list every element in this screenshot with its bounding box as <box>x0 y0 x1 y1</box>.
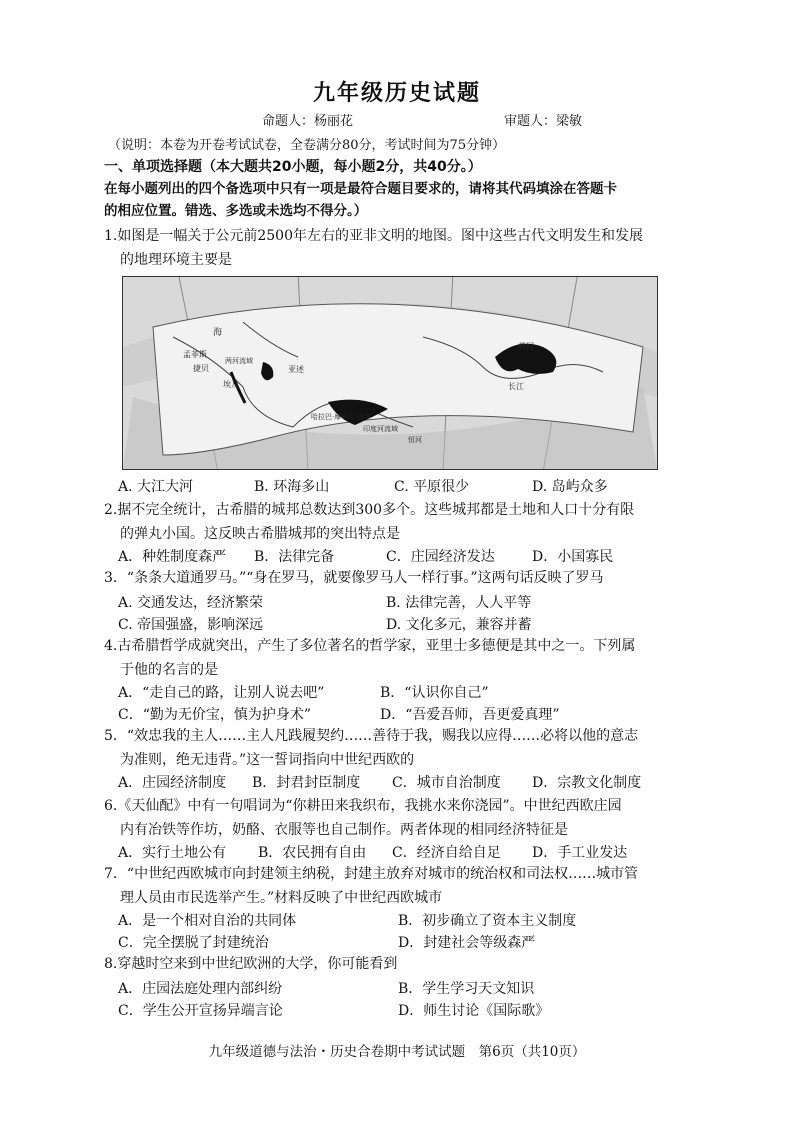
map-label: 两河流域 <box>225 357 253 365</box>
option-d[interactable]: D．手工业发达 <box>532 845 628 861</box>
instruction-line-2: 的相应位置。错选、多选或未选均不得分。） <box>104 203 368 219</box>
option-a[interactable]: A．庄园法庭处理内部纠纷 <box>118 981 283 997</box>
option-d[interactable]: D．宗教文化制度 <box>532 775 642 791</box>
option-b[interactable]: B. 法律完善，人人平等 <box>386 595 532 611</box>
option-a[interactable]: A．是一个相对自治的共同体 <box>118 913 297 929</box>
instruction-line-1: 在每小题列出的四个备选项中只有一项是最符合题目要求的，请将其代码填涂在答题卡 <box>104 181 617 197</box>
option-c[interactable]: C．经济自给自足 <box>392 845 501 861</box>
question-1 <box>104 224 704 272</box>
reviewer-name: 审题人：梁敏 <box>504 114 583 129</box>
section-title: 一、单项选择题（本大题共20小题，每小题2分，共40分。） <box>104 159 482 175</box>
question-5 <box>104 724 704 772</box>
question-8 <box>104 952 704 976</box>
question-4 <box>104 634 704 682</box>
option-c[interactable]: C. 平原很少 <box>394 479 470 495</box>
option-b[interactable]: B．“认识你自己” <box>380 685 489 701</box>
map-label: 黄河 <box>518 342 534 351</box>
map-label: 印度河流域 <box>363 425 398 433</box>
author-line <box>262 110 583 129</box>
question-stem-cont: 理人员由市民选举产生。”材料反映了中世纪西欧城市 <box>120 890 443 906</box>
option-d[interactable]: D．“吾爱吾师，吾更爱真理” <box>380 707 560 723</box>
option-b[interactable]: B．封君封臣制度 <box>252 775 361 791</box>
map-image <box>123 277 657 469</box>
option-b[interactable]: B．法律完备 <box>254 549 335 565</box>
option-c[interactable]: C．城市自治制度 <box>392 775 501 791</box>
option-b[interactable]: B．学生学习天文知识 <box>398 981 535 997</box>
map-label: 埃及 <box>223 380 239 389</box>
option-c[interactable]: C．“勤为无价宝，慎为护身术” <box>118 707 312 723</box>
option-b[interactable]: B．农民拥有自由 <box>258 845 367 861</box>
exam-note: （说明：本卷为开卷考试试卷，全卷满分80分，考试时间为75分钟） <box>108 138 506 153</box>
map-label: 长江 <box>508 382 524 391</box>
question-stem: 2.据不完全统计，古希腊的城邦总数达到300多个。这些城邦都是土地和人口十分有限 <box>104 502 635 518</box>
option-d[interactable]: D．封建社会等级森严 <box>398 935 536 951</box>
option-a[interactable]: A. 交通发达，经济繁荣 <box>118 595 264 611</box>
option-b[interactable]: B．初步确立了资本主义制度 <box>398 913 577 929</box>
option-c[interactable]: C. 帝国强盛，影响深远 <box>118 617 264 633</box>
option-d[interactable]: D．小国寡民 <box>532 549 614 565</box>
map-label: 恒河 <box>408 436 422 444</box>
option-a[interactable]: A．实行土地公有 <box>118 845 227 861</box>
option-b[interactable]: B. 环海多山 <box>254 479 330 495</box>
option-a[interactable]: A．庄园经济制度 <box>118 775 227 791</box>
map-label: 海 <box>213 328 223 338</box>
map-label: 捷贝 <box>193 364 209 373</box>
question-stem: 7．“中世纪西欧城市向封建领主纳税，封建主放弃对城市的统治权和司法权……城市管 <box>104 866 639 882</box>
page-footer: 九年级道德与法治・历史合卷期中考试试题 第6页（共10页） <box>208 1044 586 1060</box>
map-label: 亚述 <box>288 365 304 374</box>
question-stem: 6.《天仙配》中有一句唱词为“你耕田来我织布，我挑水来你浇园”。中世纪西欧庄园 <box>104 798 622 814</box>
question-6 <box>104 794 704 842</box>
option-c[interactable]: C．学生公开宣扬异端言论 <box>118 1003 283 1019</box>
option-d[interactable]: D．师生讨论《国际歌》 <box>398 1003 550 1019</box>
question-stem-cont: 的弹丸小国。这反映古希腊城邦的突出特点是 <box>120 526 400 542</box>
option-a[interactable]: A. 大江大河 <box>118 479 194 495</box>
question-stem: 3．“条条大道通罗马。”“身在罗马，就要像罗马人一样行事。”这两句话反映了罗马 <box>104 570 604 586</box>
map-label: 哈拉巴·摩亨佐·达罗 <box>311 413 372 421</box>
question-2 <box>104 498 704 546</box>
option-a[interactable]: A．“走自己的路，让别人说去吧” <box>118 685 325 701</box>
option-d[interactable]: D. 岛屿众多 <box>532 479 608 495</box>
option-c[interactable]: C．完全摆脱了封建统治 <box>118 935 269 951</box>
section-instructions <box>104 178 704 222</box>
question-stem-cont: 内有冶铁等作坊，奶酪、衣服等也自己制作。两者体现的相同经济特征是 <box>120 822 568 838</box>
question-stem: 1.如图是一幅关于公元前2500年左右的亚非文明的地图。图中这些古代文明发生和发展 <box>104 228 643 244</box>
option-d[interactable]: D. 文化多元，兼容并蓄 <box>386 617 532 633</box>
option-c[interactable]: C．庄园经济发达 <box>386 549 495 565</box>
question-7 <box>104 862 704 910</box>
question-stem-cont: 的地理环境主要是 <box>120 252 232 268</box>
ancient-civilizations-map <box>122 276 658 470</box>
question-stem: 8.穿越时空来到中世纪欧洲的大学，你可能看到 <box>104 956 398 972</box>
exam-title: 九年级历史试题 <box>312 81 481 106</box>
map-label: 孟菲斯 <box>183 350 207 359</box>
question-stem-cont: 为准则，绝无违背。”这一誓词指向中世纪西欧的 <box>120 752 415 768</box>
author-name: 命题人：杨丽花 <box>262 114 354 129</box>
question-stem-cont: 于他的名言的是 <box>120 662 218 678</box>
question-3 <box>104 566 704 590</box>
question-stem: 5．“效忠我的主人……主人凡践履契约……善待于我，赐我以应得……必将以他的意志 <box>104 728 639 744</box>
question-stem: 4.古希腊哲学成就突出，产生了多位著名的哲学家，亚里士多德便是其中之一。下列属 <box>104 638 636 654</box>
option-a[interactable]: A．种姓制度森严 <box>118 549 227 565</box>
